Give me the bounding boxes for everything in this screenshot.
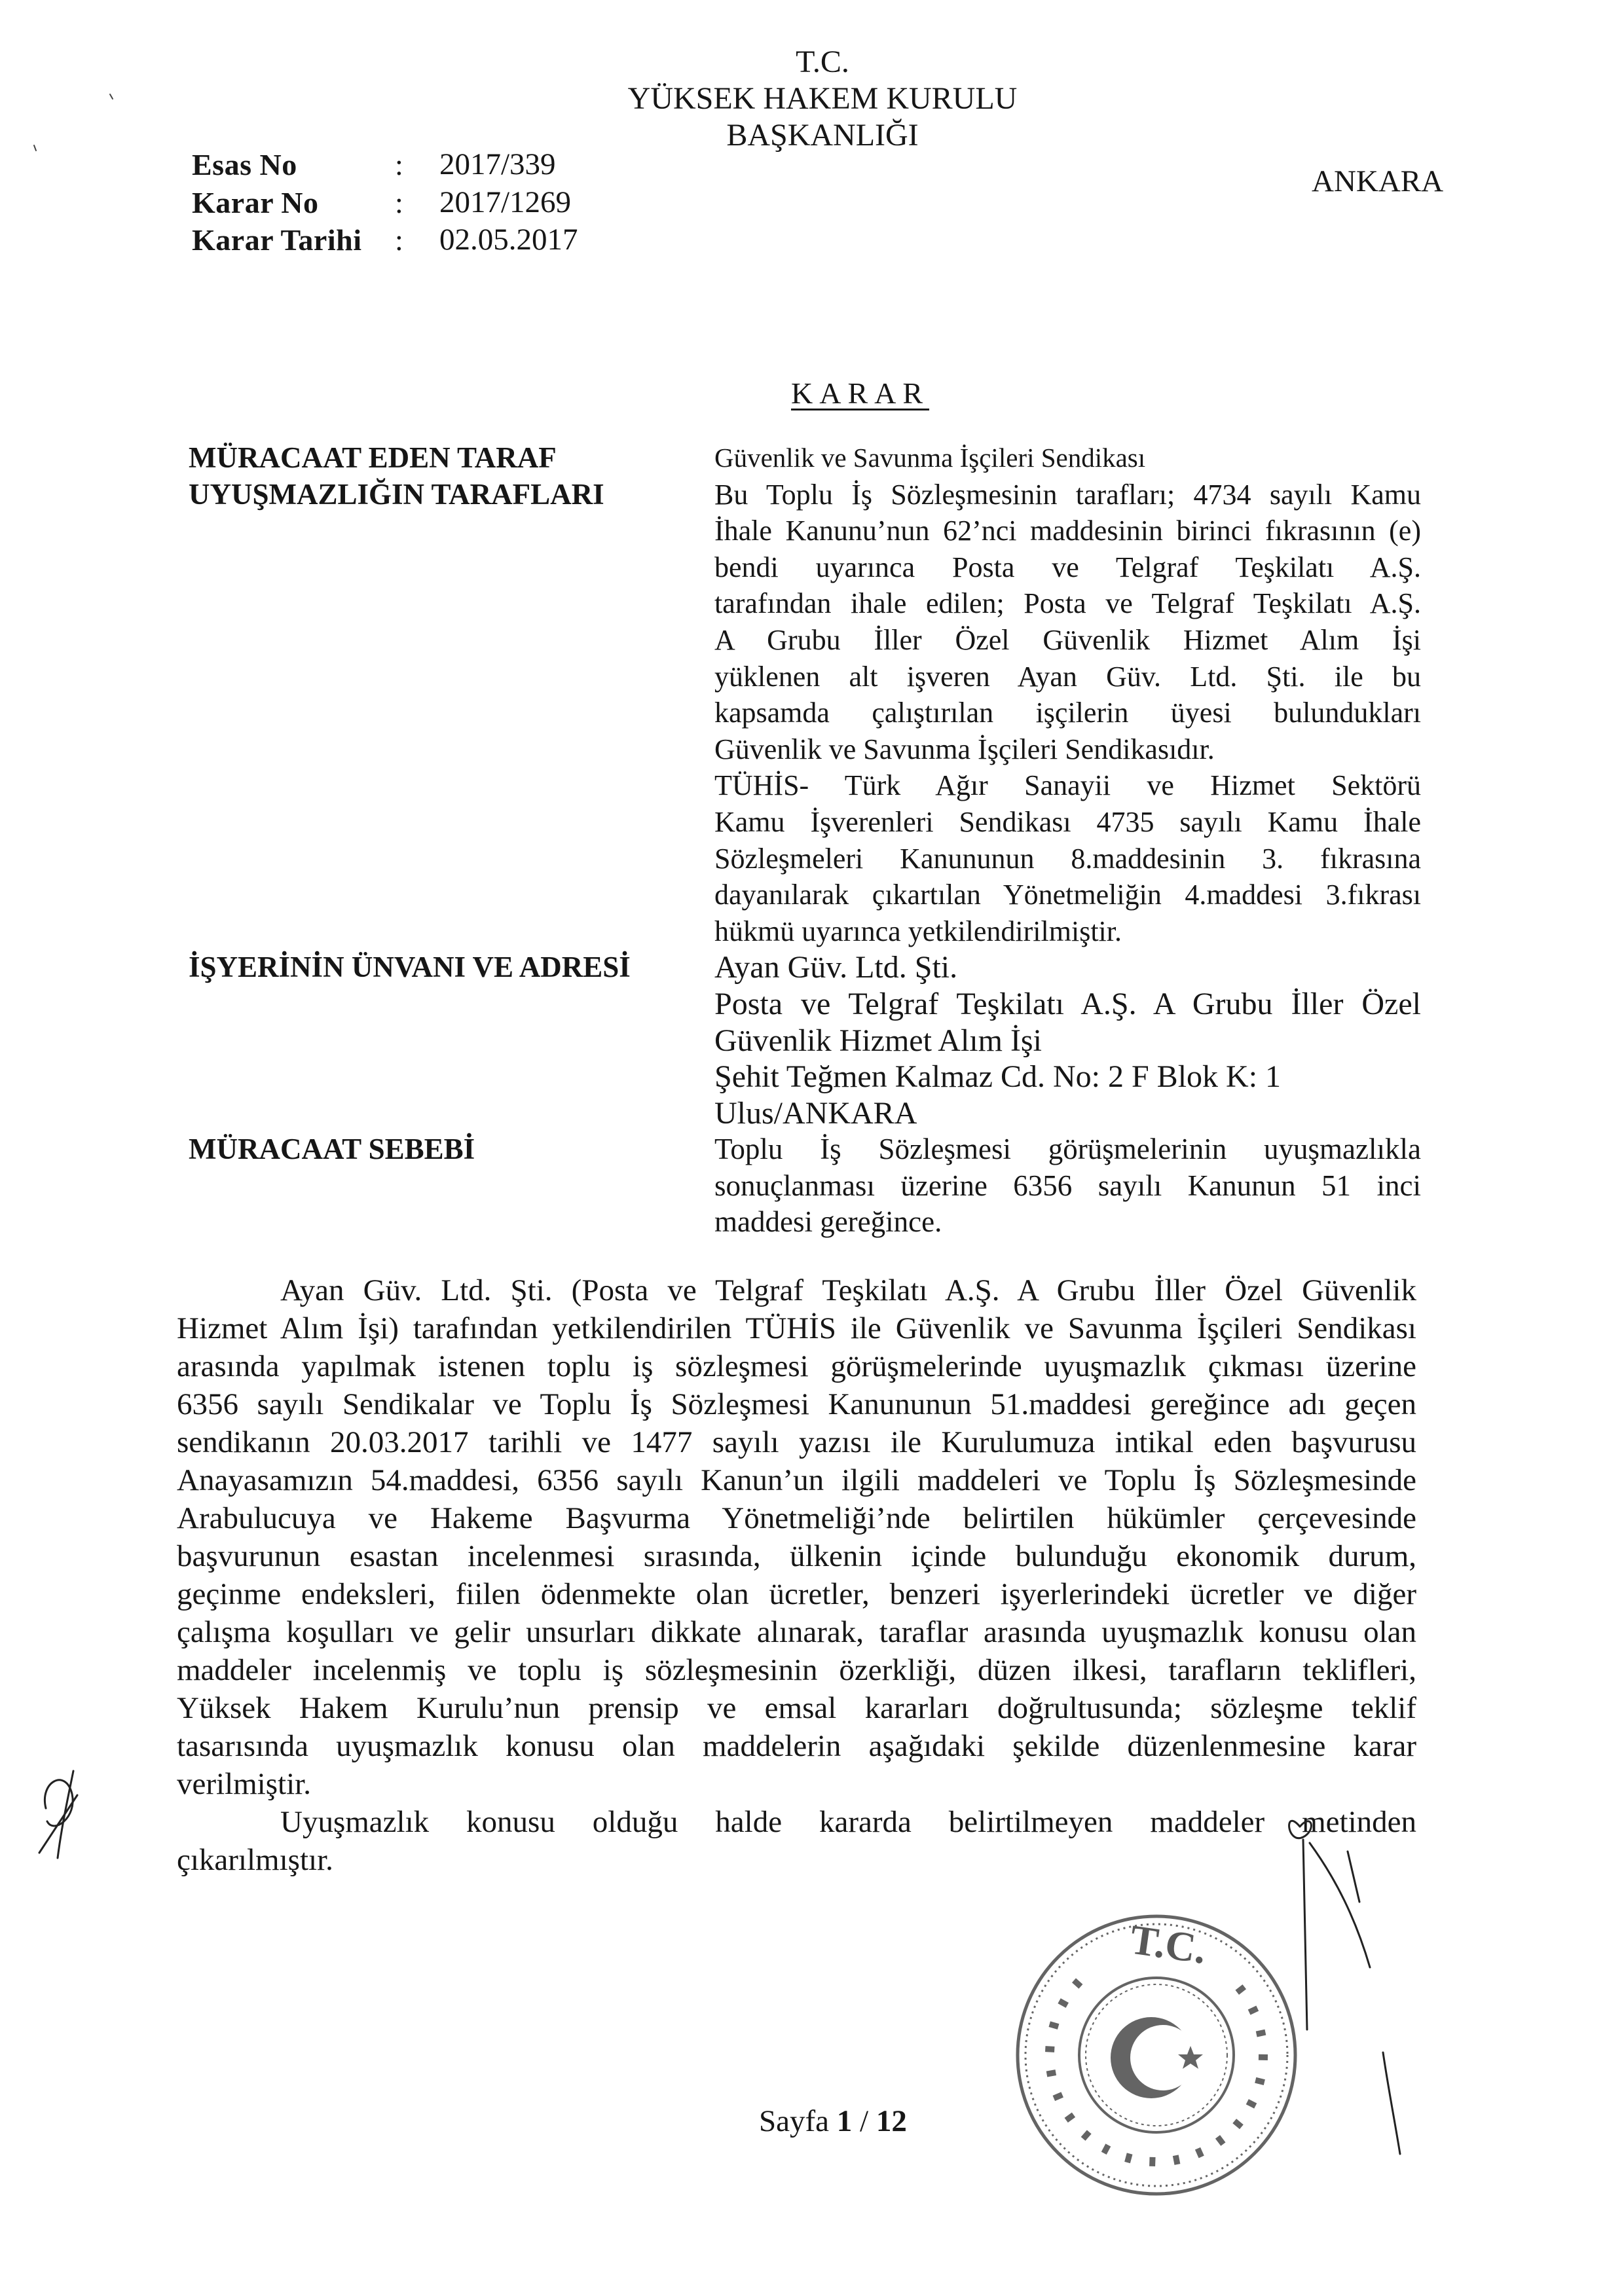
body-line: çalışma koşulları ve gelir unsurları dikkate alınarak, taraflar arasında uyuşmazlık konusu olan: [177, 1615, 1416, 1649]
seal-ring-mark: [1195, 2147, 1204, 2158]
decision-date-value: 02.05.2017: [439, 223, 578, 257]
section-row: [189, 1131, 1421, 1241]
body-line: maddeler incelenmiş ve toplu iş sözleşmesinin özerkliği, düzen ilkesi, tarafların teklifleri,: [177, 1653, 1416, 1687]
text-line: tarafından ihale edilen; Posta ve Telgraf Teşkilatı A.Ş.: [714, 587, 1421, 620]
text-line: Güvenlik ve Savunma İşçileri Sendikasıdır.: [714, 733, 1215, 765]
body-line: Hizmet Alım İşi) tarafından yetkilendirilen TÜHİS ile Güvenlik ve Savunma İşçileri Sendikası: [177, 1311, 1416, 1345]
text-line: Toplu İş Sözleşmesi görüşmelerinin uyuşmazlıkla: [714, 1133, 1421, 1166]
seal-ring-mark: [1065, 2113, 1076, 2123]
section-row: [189, 949, 1421, 1131]
text-line: İhale Kanunu’nun 62’nci maddesinin birinci fıkrasının (e): [714, 515, 1421, 547]
text-line: kapsamda çalıştırılan işçilerin üyesi bulundukları: [714, 697, 1421, 729]
seal-ring-mark: [1048, 2021, 1059, 2030]
body-line: sendikanın 20.03.2017 tarihli ve 1477 sayılı yazısı ile Kurulumuza intikal eden başvurusu: [177, 1425, 1416, 1459]
body-line: çıkarılmıştır.: [177, 1843, 333, 1877]
page-current: 1: [836, 2104, 853, 2138]
seal-ring-mark: [1232, 2119, 1244, 2129]
case-info: [192, 146, 578, 259]
body-line: tasarısında uyuşmazlık konusu olan maddelerin aşağıdaki şekilde düzenlenmesine karar: [177, 1729, 1416, 1763]
body-line: geçinme endeksleri, fiilen ödenmekte olan ücretler, benzeri işyerlerindeki ücretler ve diğer: [177, 1577, 1416, 1611]
text-line: Güvenlik ve Savunma İşçileri Sendikası: [714, 443, 1146, 473]
text-line: Şehit Teğmen Kalmaz Cd. No: 2 F Blok K: 1: [714, 1059, 1282, 1095]
text-line: Ayan Güv. Ltd. Şti.: [714, 950, 958, 985]
text-line: Posta ve Telgraf Teşkilatı A.Ş. A Grubu İller Özel: [714, 986, 1421, 1021]
seal-ring-mark: [1235, 1984, 1246, 1995]
header-office: BAŞKANLIĞI: [726, 118, 919, 153]
text-line: Güvenlik Hizmet Alım İşi: [714, 1023, 1042, 1058]
section-label: UYUŞMAZLIĞIN TARAFLARI: [189, 477, 604, 511]
text-line: yüklenen alt işveren Ayan Güv. Ltd. Şti. ile bu: [714, 660, 1421, 693]
case-number-value: 2017/339: [439, 147, 556, 181]
case-number-row: [192, 146, 578, 184]
separator: :: [395, 223, 403, 257]
text-line: Kamu İşverenleri Sendikası 4735 sayılı Kamu İhale: [714, 805, 1421, 838]
text-line: bendi uyarınca Posta ve Telgraf Teşkilatı A.Ş.: [714, 551, 1421, 583]
seal-ring-mark: [1248, 2006, 1259, 2015]
page-label: Sayfa: [759, 2104, 830, 2138]
text-line: Bu Toplu İş Sözleşmesinin tarafları; 4734 sayılı Kamu: [714, 478, 1421, 511]
decision-title: KARAR: [791, 376, 930, 410]
section-row: [189, 440, 1421, 477]
body-line: Uyuşmazlık konusu olduğu halde kararda belirtilmeyen maddeler metinden: [280, 1805, 1416, 1839]
signature-left: [39, 1771, 77, 1858]
seal-ring-mark: [1058, 1998, 1069, 2008]
seal-ring-mark: [1101, 2143, 1111, 2155]
header-country: T.C.: [796, 45, 849, 79]
text-line: maddesi gereğince.: [714, 1205, 942, 1239]
decision-date-label: Karar Tarihi: [192, 223, 362, 257]
body-line: Ayan Güv. Ltd. Şti. (Posta ve Telgraf Teşkilatı A.Ş. A Grubu İller Özel Güvenlik: [280, 1273, 1416, 1307]
seal-ring-mark: [1081, 2130, 1092, 2140]
institution-header: [593, 44, 1052, 154]
text-line: Ulus/ANKARA: [714, 1095, 917, 1131]
seal-ring-mark: [1215, 2135, 1226, 2146]
section-content: [714, 477, 1421, 950]
scan-marks: [34, 94, 113, 151]
separator: :: [395, 148, 403, 181]
seal-text: T.C.: [1127, 1916, 1209, 1973]
decision-number-row: [192, 184, 578, 222]
body-line: verilmiştir.: [177, 1767, 311, 1801]
seal-ring-mark: [1046, 2069, 1056, 2077]
decision-number-label: Karar No: [192, 185, 319, 219]
seal-ring-mark: [1259, 2054, 1268, 2060]
text-line: A Grubu İller Özel Güvenlik Hizmet Alım İşi: [714, 623, 1421, 656]
text-line: hükmü uyarınca yetkilendirilmiştir.: [714, 915, 1122, 947]
seal-ring-mark: [1072, 1978, 1082, 1989]
body-line: arasında yapılmak istenen toplu iş sözleşmesi görüşmelerinde uyuşmazlık çıkması üzerine: [177, 1349, 1416, 1383]
section-label: MÜRACAAT SEBEBİ: [189, 1133, 475, 1166]
page-number: [759, 2103, 907, 2140]
header-institution: YÜKSEK HAKEM KURULU: [627, 81, 1018, 116]
body-line: 6356 sayılı Sendikalar ve Toplu İş Sözleşmesi Kanununun 51.maddesi gereğince adı geçen: [177, 1387, 1416, 1421]
body-line: başvurunun esastan incelenmesi sırasında, ülkenin içinde bulunduğu ekonomik durum,: [177, 1539, 1416, 1573]
crescent-star-icon: [1111, 2017, 1203, 2098]
seal-ring-mark: [1045, 2046, 1054, 2052]
decision-text: [177, 1271, 1416, 1879]
section-label: MÜRACAAT EDEN TARAF: [189, 441, 557, 474]
section-label: İŞYERİNİN ÜNVANI VE ADRESİ: [189, 951, 631, 984]
body-line: Yüksek Hakem Kurulu’nun prensip ve emsal kararları doğrultusunda; sözleşme teklif: [177, 1691, 1416, 1725]
seal-ring-mark: [1256, 2030, 1266, 2037]
seal-ring-mark: [1149, 2157, 1155, 2166]
page-separator: /: [860, 2104, 869, 2138]
separator: :: [395, 185, 403, 219]
city: ANKARA: [1312, 164, 1444, 198]
seal-ring-mark: [1246, 2099, 1257, 2108]
page-total: 12: [876, 2104, 907, 2138]
section-content: [714, 440, 1421, 477]
body-line: Arabulucuya ve Hakeme Başvurma Yönetmeliği’nde belirtilen hükümler çerçevesinde: [177, 1501, 1416, 1535]
text-line: dayanılarak çıkartılan Yönetmeliğin 4.maddesi 3.fıkrası: [714, 879, 1421, 911]
text-line: TÜHİS- Türk Ağır Sanayii ve Hizmet Sektörü: [714, 769, 1421, 802]
text-line: Sözleşmeleri Kanununun 8.maddesinin 3. fıkrasına: [714, 842, 1421, 875]
case-details: [189, 440, 1421, 1241]
section-content: [714, 1131, 1421, 1241]
decision-number-value: 2017/1269: [439, 185, 572, 219]
seal-ring-mark: [1255, 2077, 1265, 2085]
section-row: [189, 477, 1421, 950]
seal-ring-mark: [1173, 2155, 1181, 2164]
body-line: Anayasamızın 54.maddesi, 6356 sayılı Kanun’un ilgili maddeleri ve Toplu İş Sözleşmesinde: [177, 1463, 1416, 1497]
case-number-label: Esas No: [192, 148, 297, 181]
official-seal: [999, 1898, 1314, 2212]
text-line: sonuçlanması üzerine 6356 sayılı Kanunun 51 inci: [714, 1169, 1421, 1202]
seal-ring-mark: [1053, 2092, 1063, 2101]
decision-date-row: [192, 221, 578, 259]
section-content: [714, 949, 1421, 1131]
seal-ring-mark: [1124, 2153, 1132, 2163]
